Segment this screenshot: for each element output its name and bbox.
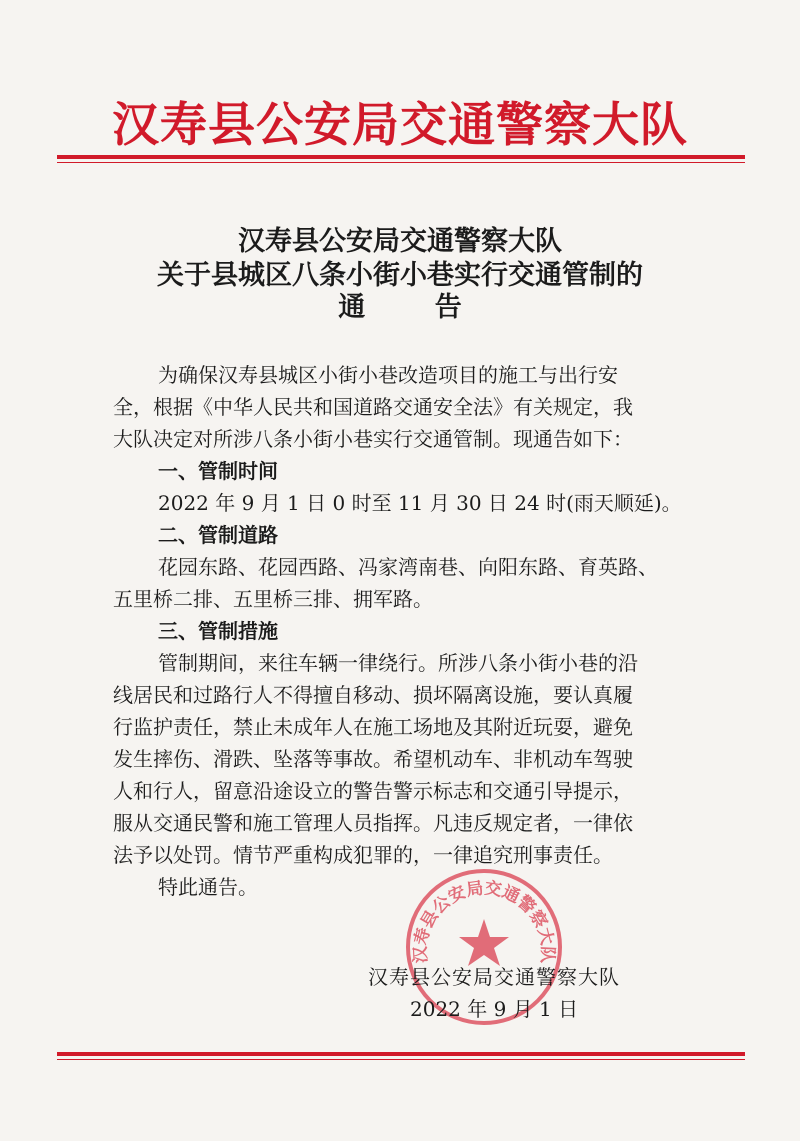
section-3-line-5: 人和行人，留意沿途设立的警告警示标志和交通引导提示， xyxy=(113,779,633,803)
section-3-line-4: 发生摔伤、滑跌、坠落等事故。希望机动车、非机动车驾驶 xyxy=(113,747,633,771)
seal-star-icon xyxy=(459,919,509,966)
intro-line-1: 为确保汉寿县城区小街小巷改造项目的施工与出行安 xyxy=(158,363,618,387)
section-1-heading: 一、管制时间 xyxy=(158,459,278,483)
section-3-line-7: 法予以处罚。情节严重构成犯罪的，一律追究刑事责任。 xyxy=(113,843,613,867)
signature-date: 2022 年 9 月 1 日 xyxy=(410,997,579,1021)
intro-line-3: 大队决定对所涉八条小街小巷实行交通管制。现通告如下： xyxy=(113,427,633,451)
footer-divider xyxy=(57,1052,745,1060)
section-3-line-6: 服从交通民警和施工管理人员指挥。凡违反规定者，一律依 xyxy=(113,811,633,835)
notice-title-line-1: 汉寿县公安局交通警察大队 xyxy=(238,226,562,257)
section-3-line-3: 行监护责任，禁止未成年人在施工场地及其附近玩耍，避免 xyxy=(113,715,633,739)
section-3-line-1: 管制期间，来往车辆一律绕行。所涉八条小街小巷的沿 xyxy=(158,651,638,675)
header-divider xyxy=(57,155,745,163)
section-3-line-2: 线居民和过路行人不得擅自移动、损坏隔离设施，要认真履 xyxy=(113,683,633,707)
seal-text: 汉寿县公安局交通警察大队 xyxy=(410,878,558,964)
section-2-line-1: 花园东路、花园西路、冯家湾南巷、向阳东路、育英路、 xyxy=(158,555,658,579)
intro-line-2: 全，根据《中华人民共和国道路交通安全法》有关规定，我 xyxy=(113,395,633,419)
masthead-title: 汉寿县公安局交通警察大队 xyxy=(112,98,688,153)
section-3-heading: 三、管制措施 xyxy=(158,619,278,643)
notice-title-line-3: 通 告 xyxy=(338,292,462,323)
section-2-heading: 二、管制道路 xyxy=(158,523,278,547)
section-2-line-2: 五里桥二排、五里桥三排、拥军路。 xyxy=(113,587,433,611)
section-1-text: 2022 年 9 月 1 日 0 时至 11 月 30 日 24 时(雨天顺延)。 xyxy=(158,491,682,515)
closing-line: 特此通告。 xyxy=(158,875,258,899)
notice-title-line-2: 关于县城区八条小街小巷实行交通管制的 xyxy=(157,260,643,291)
signature-org: 汉寿县公安局交通警察大队 xyxy=(368,965,620,989)
